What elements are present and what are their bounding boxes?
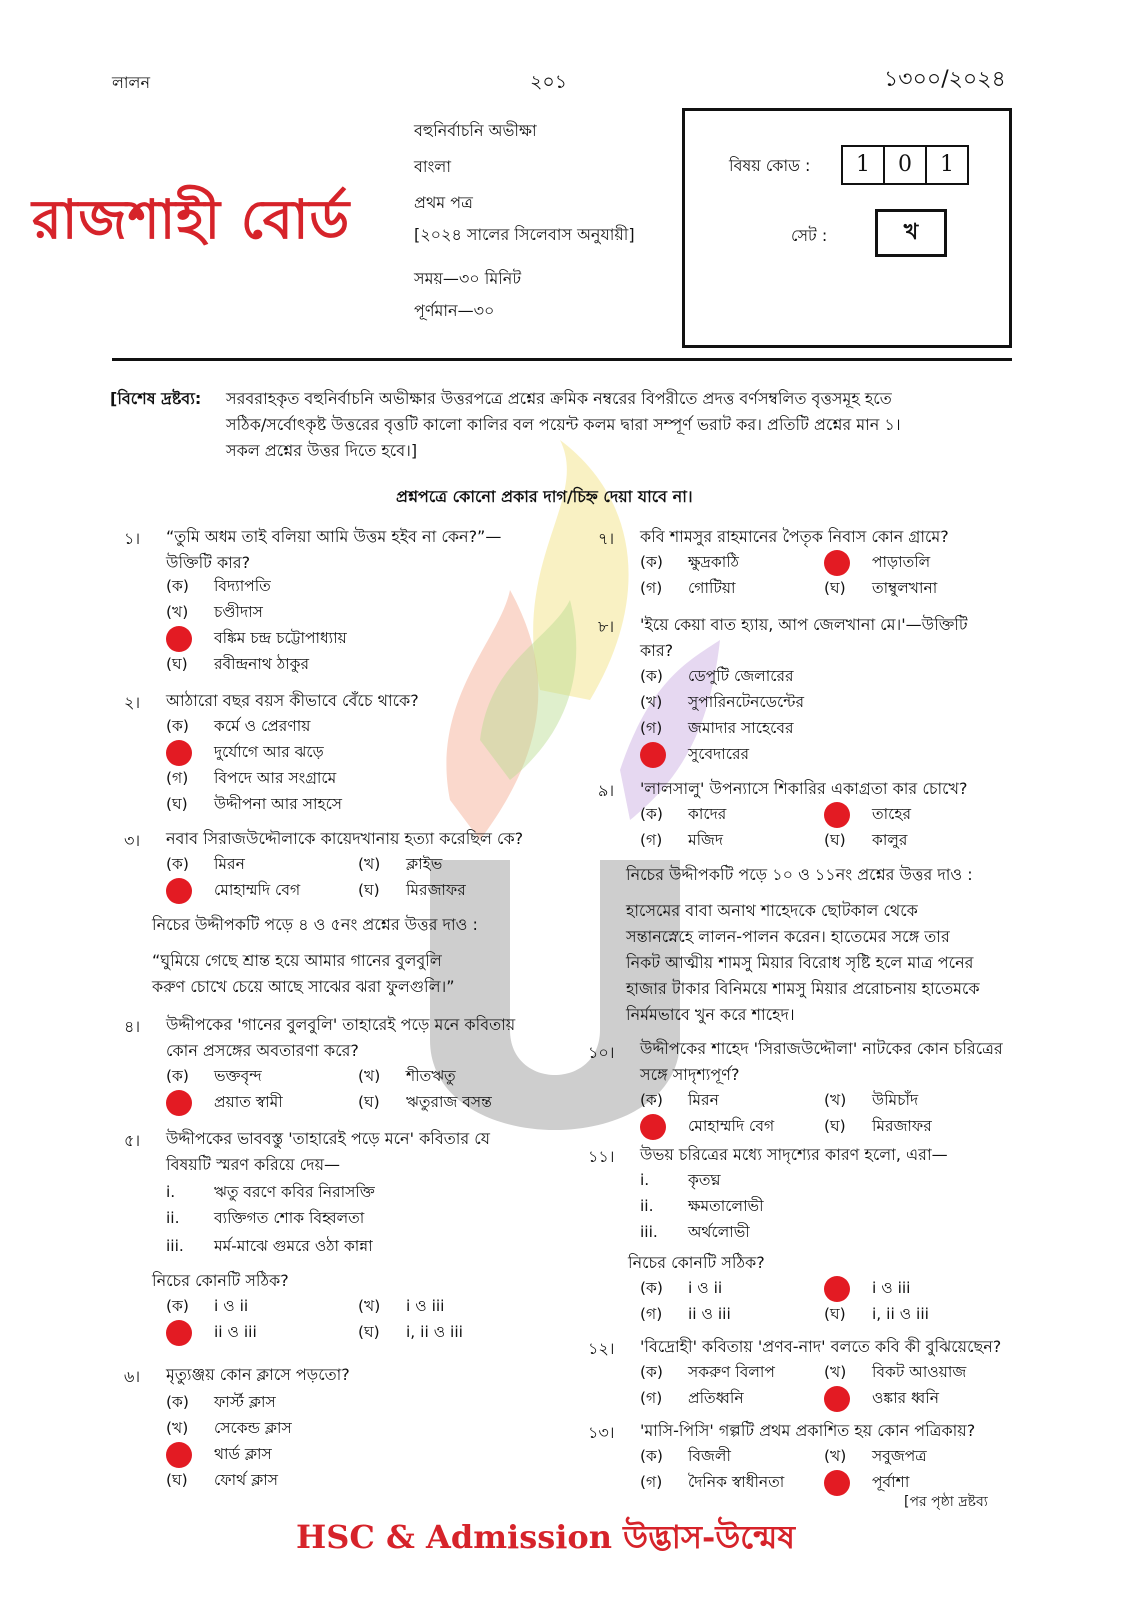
question-text: সঙ্গে সাদৃশ্যপূর্ণ? — [640, 1065, 740, 1084]
option[interactable]: (ঘ) মিরজাফর — [358, 881, 466, 899]
statement-item: iii. মর্ম-মাঝে গুমরে ওঠা কান্না — [166, 1237, 373, 1255]
option[interactable]: (ঘ) i, ii ও iii — [824, 1305, 929, 1323]
statement-item: i. ঋতু বরণে কবির নিরাসক্তি — [166, 1183, 375, 1201]
option-correct[interactable]: সুবেদারের — [640, 742, 749, 767]
stimulus-text: নিকট আত্মীয় শামসু মিয়ার বিরোধ সৃষ্টি হলে মাত্র পনের — [626, 953, 974, 972]
question-text: উভয় চরিত্রের মধ্যে সাদৃশ্যের কারণ হলো, এরা— — [640, 1145, 948, 1164]
option-correct[interactable]: প্রয়াত স্বামী — [166, 1090, 283, 1115]
option[interactable]: (গ) গোটিয়া — [640, 579, 736, 597]
stimulus-intro: নিচের উদ্দীপকটি পড়ে ১০ ও ১১নং প্রশ্নের উত্তর দাও : — [626, 865, 973, 884]
question-number: ৫। — [124, 1131, 141, 1150]
option[interactable]: (ক) বিদ্যাপতি — [166, 577, 271, 595]
stimulus-text: হাজার টাকার বিনিময়ে শামসু মিয়ার প্ররোচনায় হাতেমকে — [626, 979, 980, 998]
statement-item: i. কৃতঘ্ন — [640, 1171, 721, 1189]
question-text: 'বিদ্রোহী' কবিতায় 'প্রণব-নাদ' বলতে কবি কী বুঝিয়েছেন? — [640, 1337, 1002, 1356]
answer-mark — [824, 1470, 850, 1496]
question-text: কার? — [640, 641, 674, 660]
set-value: খ — [875, 209, 947, 257]
option[interactable]: (ক) i ও ii — [166, 1297, 249, 1315]
question-number: ১২। — [588, 1339, 615, 1358]
footer-brand: HSC & Admission উদ্ভাস-উন্মেষ — [296, 1518, 795, 1556]
question-text: “তুমি অধম তাই বলিয়া আমি উত্তম হইব না কেন?”— — [166, 527, 502, 546]
option[interactable]: (ক) ক্ষুদ্রকাঠি — [640, 553, 739, 571]
option[interactable]: (খ) সুপারিনটেনডেন্টের — [640, 693, 804, 711]
answer-mark — [640, 1114, 666, 1140]
option[interactable]: (ক) মিরন — [640, 1091, 719, 1109]
full-marks: পূর্ণমান—৩০ — [414, 301, 495, 320]
question-text: উদ্দীপকের শাহেদ 'সিরাজউদ্দৌলা' নাটকের কোন চরিত্রের — [640, 1039, 1003, 1058]
option[interactable]: (ক) বিজলী — [640, 1447, 731, 1465]
statement-item: iii. অর্থলোভী — [640, 1223, 750, 1241]
instruction-label: [বিশেষ দ্রষ্টব্য: — [110, 389, 202, 408]
answer-mark — [166, 1442, 192, 1468]
stimulus-text: নির্মমভাবে খুন করে শাহেদ। — [626, 1005, 795, 1024]
question-text: উদ্দীপকের 'গানের বুলবুলি' তাহারেই পড়ে মনে কবিতায় — [166, 1015, 516, 1034]
option-correct[interactable]: পাড়াতলি — [824, 550, 930, 575]
option[interactable]: (খ) ক্লাইভ — [358, 855, 443, 873]
subject-code-digits — [841, 145, 967, 185]
answer-mark — [640, 742, 666, 768]
question-code: ১৩০০/২০২৪ — [884, 67, 1006, 92]
instruction-line: সরবরাহকৃত বহুনির্বাচনি অভীক্ষার উত্তরপত্রে প্রশ্নের ক্রমিক নম্বরের বিপরীতে প্রদত্ত বর্ণসম্বলিত বৃত্তসমূহ হতে — [226, 389, 892, 408]
which-correct: নিচের কোনটি সঠিক? — [152, 1271, 289, 1290]
option[interactable]: (গ) দৈনিক স্বাধীনতা — [640, 1473, 785, 1491]
option-correct[interactable]: মোহাম্মদি বেগ — [640, 1114, 774, 1139]
paper-name: প্রথম পত্র — [414, 193, 473, 212]
option[interactable]: (ঘ) মিরজাফর — [824, 1117, 932, 1135]
option[interactable]: (ঘ) তাম্বুলখানা — [824, 579, 938, 597]
answer-mark — [166, 740, 192, 766]
question-text: বিষয়টি স্মরণ করিয়ে দেয়— — [166, 1155, 341, 1174]
question-number: ৯। — [598, 781, 615, 800]
option-correct[interactable]: ii ও iii — [166, 1320, 257, 1345]
stimulus-text: সন্তানস্নেহে লালন-পালন করেন। হাতেমের সঙ্গে তার — [626, 927, 950, 946]
question-number: ৬। — [124, 1367, 141, 1386]
option[interactable]: (খ) বিকট আওয়াজ — [824, 1363, 967, 1381]
question-number: ৪। — [124, 1017, 141, 1036]
option-correct[interactable]: থার্ড ক্লাস — [166, 1442, 272, 1467]
instruction-line: সঠিক/সর্বোৎকৃষ্ট উত্তরের বৃত্তটি কালো কালির বল পয়েন্ট কলম দ্বারা সম্পূর্ণ ভরাট কর। প্রতিটি প্রশ্নের মান ১। — [226, 415, 901, 434]
question-text: 'মাসি-পিসি' গল্পটি প্রথম প্রকাশিত হয় কোন পত্রিকায়? — [640, 1421, 976, 1440]
option[interactable]: (গ) জমাদার সাহেবের — [640, 719, 794, 737]
question-text: মৃত্যুঞ্জয় কোন ক্লাসে পড়তো? — [166, 1365, 350, 1384]
option[interactable]: (খ) উমিচাঁদ — [824, 1091, 919, 1109]
which-correct: নিচের কোনটি সঠিক? — [628, 1253, 765, 1272]
exam-time: সময়—৩০ মিনিট — [414, 269, 522, 288]
answer-mark — [824, 802, 850, 828]
option[interactable]: (ক) i ও ii — [640, 1279, 723, 1297]
answer-mark — [166, 878, 192, 904]
header-divider — [112, 358, 1012, 361]
option[interactable]: (খ) সেকেন্ড ক্লাস — [166, 1419, 292, 1437]
stimulus-text: করুণ চোখে চেয়ে আছে সাঝের ঝরা ফুলগুলি।” — [152, 977, 455, 996]
option-correct[interactable]: মোহাম্মদি বেগ — [166, 878, 300, 903]
statement-item: ii. ব্যক্তিগত শোক বিহ্বলতা — [166, 1209, 365, 1227]
question-text: কবি শামসুর রাহমানের পৈতৃক নিবাস কোন গ্রামে? — [640, 527, 949, 546]
question-number: ৭। — [598, 529, 615, 548]
option[interactable]: (ক) ডেপুটি জেলারের — [640, 667, 794, 685]
answer-mark — [824, 1276, 850, 1302]
option[interactable]: (গ) বিপদে আর সংগ্রামে — [166, 769, 337, 787]
subject-code-digit: 0 — [883, 145, 927, 185]
subject-code-box — [682, 108, 1012, 348]
subject-code-label: বিষয় কোড : — [729, 156, 811, 175]
board-title: রাজশাহী বোর্ড — [32, 188, 351, 251]
stimulus-intro: নিচের উদ্দীপকটি পড়ে ৪ ও ৫নং প্রশ্নের উত্তর দাও : — [152, 915, 478, 934]
statement-item: ii. ক্ষমতালোভী — [640, 1197, 764, 1215]
option-correct[interactable]: i ও iii — [824, 1276, 911, 1301]
question-text: 'লালসালু' উপন্যাসে শিকারির একাগ্রতা কার চোখে? — [640, 779, 968, 798]
option[interactable]: (ঘ) কালুর — [824, 831, 908, 849]
option[interactable]: (ক) কর্মে ও প্রেরণায় — [166, 717, 311, 735]
option[interactable]: (ক) ভক্তবৃন্দ — [166, 1067, 262, 1085]
option[interactable]: (ক) সকরুণ বিলাপ — [640, 1363, 775, 1381]
stimulus-text: “ঘুমিয়ে গেছে শ্রান্ত হয়ে আমার গানের বুলবুলি — [152, 951, 442, 970]
exam-type: বহুনির্বাচনি অভীক্ষা — [414, 121, 537, 140]
option[interactable]: (ঘ) উদ্দীপনা আর সাহসে — [166, 795, 343, 813]
question-number: ১১। — [588, 1147, 615, 1166]
header-tag: লালন — [112, 73, 151, 92]
option[interactable]: (খ) সবুজপত্র — [824, 1447, 927, 1465]
page-number: ২০১ — [530, 71, 568, 93]
answer-mark — [166, 626, 192, 652]
answer-mark — [166, 1090, 192, 1116]
next-page-note: [পর পৃষ্ঠা দ্রষ্টব্য — [904, 1494, 988, 1510]
option-correct[interactable]: বঙ্কিম চন্দ্র চট্টোপাধ্যায় — [166, 626, 347, 651]
option[interactable]: (গ) মজিদ — [640, 831, 724, 849]
option[interactable]: (ক) কাদের — [640, 805, 727, 823]
question-number: ১০। — [588, 1043, 615, 1062]
question-text: আঠারো বছর বয়স কীভাবে বেঁচে থাকে? — [166, 691, 419, 710]
stimulus-text: হাসেমের বাবা অনাথ শাহেদকে ছোটকাল থেকে — [626, 901, 918, 920]
option[interactable]: (খ) চণ্ডীদাস — [166, 603, 263, 621]
option[interactable]: (ঘ) ঋতুরাজ বসন্ত — [358, 1093, 492, 1111]
answer-mark — [824, 1386, 850, 1412]
question-number: ৮। — [598, 617, 615, 636]
subject-code-digit: 1 — [841, 145, 885, 185]
question-text: উক্তিটি কার? — [166, 553, 251, 572]
option[interactable]: (ক) মিরন — [166, 855, 245, 873]
answer-mark — [824, 550, 850, 576]
question-text: 'ইয়ে কেয়া বাত হ্যায়, আপ জেলখানা মে।'—উক্তিটি — [640, 615, 968, 634]
option[interactable]: (ঘ) ফোর্থ ক্লাস — [166, 1471, 278, 1489]
option-correct[interactable]: ওঙ্কার ধ্বনি — [824, 1386, 939, 1411]
subject-name: বাংলা — [414, 157, 451, 176]
option[interactable]: (ঘ) i, ii ও iii — [358, 1323, 463, 1341]
question-number: ২। — [124, 693, 141, 712]
option[interactable]: (গ) ii ও iii — [640, 1305, 731, 1323]
option[interactable]: (ঘ) রবীন্দ্রনাথ ঠাকুর — [166, 655, 309, 673]
syllabus-note: [২০২৪ সালের সিলেবাস অনুযায়ী] — [414, 225, 635, 244]
question-text: উদ্দীপকের ভাববস্তু 'তাহারেই পড়ে মনে' কবিতার যে — [166, 1129, 491, 1148]
option[interactable]: (ক) ফার্স্ট ক্লাস — [166, 1393, 276, 1411]
subject-code-digit: 1 — [925, 145, 969, 185]
question-number: ১৩। — [588, 1423, 615, 1442]
option[interactable]: (গ) প্রতিধ্বনি — [640, 1389, 744, 1407]
option-correct[interactable]: তাহের — [824, 802, 911, 827]
option-correct[interactable]: দুর্যোগে আর ঝড়ে — [166, 740, 324, 765]
instruction-line: সকল প্রশ্নের উত্তর দিতে হবে।] — [226, 441, 418, 460]
question-number: ১। — [124, 529, 141, 548]
question-text: কোন প্রসঙ্গের অবতারণা করে? — [166, 1041, 359, 1060]
option[interactable]: (খ) i ও iii — [358, 1297, 445, 1315]
answer-mark — [166, 1320, 192, 1346]
option-correct[interactable]: পূর্বাশা — [824, 1470, 909, 1495]
question-number: ৩। — [124, 831, 141, 850]
set-label: সেট : — [791, 226, 828, 245]
question-text: নবাব সিরাজউদ্দৌলাকে কায়েদখানায় হত্যা করেছিল কে? — [166, 829, 524, 848]
option[interactable]: (খ) শীতঋতু — [358, 1067, 456, 1085]
no-mark-note: প্রশ্নপত্রে কোনো প্রকার দাগ/চিহ্ন দেয়া যাবে না। — [396, 487, 693, 506]
